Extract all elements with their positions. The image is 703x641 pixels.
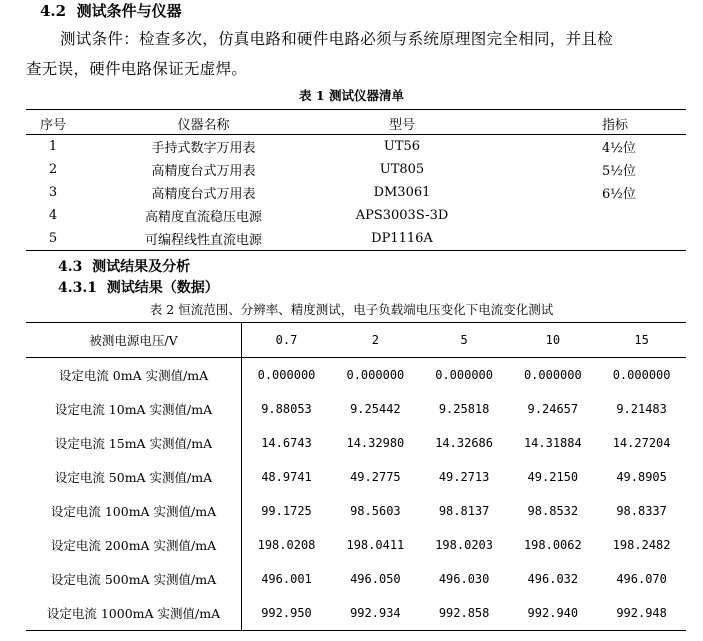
table2-cell: 98.8337 [616, 504, 667, 518]
table2-voltage-cell: 10 [508, 323, 597, 358]
table2-cell: 14.32980 [346, 436, 405, 450]
table1-cell: 3 [48, 185, 58, 200]
table2-cell: 14.32686 [435, 436, 493, 450]
section-heading-4-2: 4.2 测试条件与仪器 [40, 2, 182, 20]
table2-cell: 992.950 [242, 596, 332, 631]
table-row [26, 158, 686, 181]
table2-voltage-cell: 15 [597, 323, 686, 358]
table2-cell: 992.934 [331, 596, 420, 631]
table2-cell: 198.0208 [257, 538, 316, 552]
table2-voltage-cell: 2 [331, 323, 420, 358]
table1-cell: 高精度台式万用表 [151, 164, 256, 179]
table-row [26, 227, 686, 250]
table1-header-cell: 序号 [39, 118, 66, 133]
table2-cell: 496.050 [350, 572, 401, 586]
paragraph-line-2: 查无误，硬件电路保证无虚焊。 [26, 60, 248, 78]
table2-cell: 9.21483 [616, 402, 667, 416]
table2-cell: 14.31884 [523, 436, 582, 450]
table1-cell: APS3003S-3D [355, 208, 449, 223]
table1-cell: 2 [48, 162, 58, 177]
table2-row-label: 设定电流 500mA 实测值/mA [26, 562, 242, 596]
table2-cell: 496.030 [438, 572, 490, 586]
table-row [26, 358, 686, 393]
table1-cell: 高精度直流稳压电源 [144, 210, 262, 225]
table1-cell: DM3061 [373, 185, 431, 200]
table1-cell: 5½位 [602, 164, 636, 179]
table2-cell: 49.2713 [438, 470, 490, 484]
table2-cell: 0.000000 [612, 368, 671, 382]
table2-cell: 49.2150 [527, 470, 579, 484]
table2-row-label: 设定电流 50mA 实测值/mA [26, 460, 242, 494]
table2-row-label: 设定电流 200mA 实测值/mA [26, 528, 242, 562]
table2-cell: 14.6743 [261, 436, 312, 450]
table2-cell: 198.2482 [612, 538, 671, 552]
table2-cell: 9.24657 [527, 402, 579, 416]
table2-cell: 0.000000 [435, 368, 493, 382]
table1-bottom-rule [26, 250, 686, 251]
table2-header-label: 被测电源电压/V [26, 323, 242, 358]
table2-cell: 496.070 [616, 572, 667, 586]
table2-cell: 992.948 [597, 596, 686, 631]
table2-voltage-cell: 0.7 [242, 323, 332, 358]
table1-cell: 6½位 [602, 187, 636, 202]
table1-header-cell: 仪器名称 [177, 118, 230, 133]
table-row [26, 135, 686, 158]
paragraph-line-1: 测试条件：检查多次，仿真电路和硬件电路必须与系统原理图完全相同，并且检 [60, 30, 614, 48]
section-heading-4-3: 4.3 测试结果及分析 [58, 259, 191, 275]
table-row [26, 181, 686, 204]
table2-cell: 98.8532 [527, 504, 579, 518]
table1-cell: DP1116A [371, 231, 433, 246]
table1-cell [477, 204, 686, 227]
table2-cell: 496.032 [527, 572, 579, 586]
table2-cell: 992.940 [508, 596, 597, 631]
table1-cell: 4 [48, 208, 58, 223]
table2-cell: 98.8137 [438, 504, 490, 518]
table-row [26, 204, 686, 227]
table2-cell: 48.9741 [261, 470, 312, 484]
table-row [26, 528, 686, 562]
table-row [26, 596, 686, 631]
table-row [26, 426, 686, 460]
table-row [26, 494, 686, 528]
table2-cell: 98.5603 [350, 504, 401, 518]
table1-cell [477, 227, 686, 250]
table2-caption: 表 2 恒流范围、分辨率、精度测试，电子负载端电压变化下电流变化测试 [149, 302, 554, 317]
table-row [26, 562, 686, 596]
table2-row-label: 设定电流 0mA 实测值/mA [26, 358, 242, 393]
table2-row-label: 设定电流 100mA 实测值/mA [26, 494, 242, 528]
table1-header-row [26, 112, 686, 135]
table2-row-label: 设定电流 15mA 实测值/mA [26, 426, 242, 460]
table2-cell: 0.000000 [523, 368, 582, 382]
table1-cell: 1 [48, 139, 58, 154]
table2-cell: 49.2775 [350, 470, 401, 484]
table1-header-cell: 指标 [602, 118, 629, 133]
table2-cell: 49.8905 [616, 470, 667, 484]
table2-cell: 198.0203 [435, 538, 493, 552]
table2-cell: 198.0062 [523, 538, 582, 552]
current-test-table [26, 322, 686, 631]
table2-voltage-cell: 5 [420, 323, 509, 358]
table1-cell: 高精度台式万用表 [151, 187, 256, 202]
table-row [26, 460, 686, 494]
table1-cell: 可编程线性直流电源 [144, 233, 262, 248]
table2-cell: 9.25818 [438, 402, 490, 416]
table2-header-row [26, 323, 686, 358]
table2-cell: 992.858 [420, 596, 509, 631]
table-row [26, 392, 686, 426]
table1-caption: 表 1 测试仪器清单 [299, 88, 404, 103]
table1-top-rule [26, 109, 686, 110]
section-heading-4-3-1: 4.3.1 测试结果（数据） [58, 280, 219, 296]
table2-cell: 9.25442 [350, 402, 401, 416]
table1-cell: 手持式数字万用表 [151, 141, 256, 156]
table2-cell: 0.000000 [346, 368, 405, 382]
table2-cell: 496.001 [261, 572, 312, 586]
table1-cell: UT805 [379, 162, 425, 177]
table1-cell: 4½位 [602, 141, 636, 156]
table2-cell: 0.000000 [257, 368, 316, 382]
table2-cell: 14.27204 [612, 436, 671, 450]
table2-row-label: 设定电流 10mA 实测值/mA [26, 392, 242, 426]
table1-cell: UT56 [383, 139, 421, 154]
table2-cell: 99.1725 [261, 504, 312, 518]
table2-cell: 198.0411 [346, 538, 405, 552]
table1-header-cell: 型号 [388, 118, 415, 133]
instrument-table [26, 112, 686, 250]
table2-row-label: 设定电流 1000mA 实测值/mA [26, 596, 242, 631]
table1-cell: 5 [48, 231, 58, 246]
table2-cell: 9.88053 [261, 402, 312, 416]
